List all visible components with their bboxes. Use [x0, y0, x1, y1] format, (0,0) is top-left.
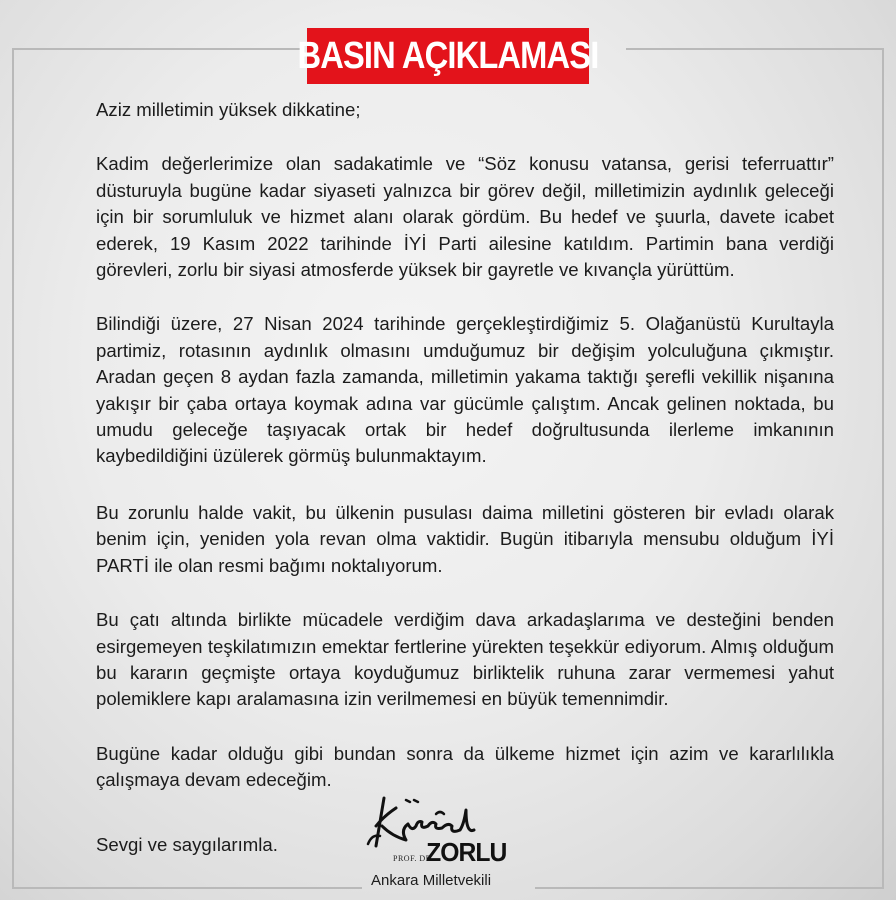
- frame-right-line: [882, 48, 884, 888]
- closing-text: Sevgi ve saygılarımla.: [96, 834, 278, 855]
- paragraph-4: Bu çatı altında birlikte mücadele verdiğim dava arkadaşlarıma ve desteğini benden esirgemeyen teşkilatımızın emektar fertlerine yürekten teşekkür ediyorum. Almış olduğum bu kararın geçmişte ortaya koyduğumuz birliktelik ruhuna zarar vermemesi yahut polemiklere kapı aralamasına izin verilmemesi en büyük temennimdir.: [96, 609, 834, 710]
- frame-top-right-line: [626, 48, 884, 50]
- frame-bottom-left-line: [12, 887, 362, 889]
- greeting: Aziz milletimin yüksek dikkatine;: [96, 99, 361, 120]
- letter-body: [96, 88, 834, 822]
- header-banner: [297, 28, 599, 84]
- paragraph-1: Kadim değerlerimize olan sadakatimle ve “Söz konusu vatansa, gerisi teferruattır” düsturuyla bugüne kadar siyaseti yalnızca bir görev değil, milletimizin aydınlık geleceği için bir sorumluluk ve hizmet alanı olarak gördüm. Bu hedef ve şuurla, davete icabet ederek, 19 Kasım 2022 tarihinde İYİ Parti ailesine katıldım. Partimin bana verdiği görevleri, zorlu bir siyasi atmosferde yüksek bir gayretle ve kıvançla yürüttüm.: [96, 153, 834, 281]
- frame-left-line: [12, 48, 14, 888]
- signature-surname: ZORLU: [426, 837, 507, 867]
- paragraph-5: Bugüne kadar olduğu gibi bundan sonra da ülkeme hizmet için azim ve kararlılıkla çalışmaya devam edeceğim.: [96, 742, 834, 791]
- paragraph-3: Bu zorunlu halde vakit, bu ülkenin pusulası daima milletini gösteren bir evladı olarak benim için, yeniden yola revan olma vaktidir. Bugün itibarıyla mensubu olduğum İYİ PARTİ ile olan resmi bağımı noktalıyorum.: [96, 501, 834, 576]
- signature-block: [362, 790, 536, 900]
- signature-title: PROF. DR.: [393, 854, 434, 863]
- signature-role: Ankara Milletvekili: [371, 872, 492, 889]
- page-title: BASIN AÇIKLAMASI: [297, 34, 599, 77]
- paragraph-2: Bilindiği üzere, 27 Nisan 2024 tarihinde gerçekleştirdiğimiz 5. Olağanüstü Kurultayla partimiz, rotasının aydınlık olmasını umduğumuz bir değişim yolculuğuna çıkmıştır. Aradan geçen 8 aydan fazla zamanda, milletimin yakama taktığı şerefli vekillik nişanına yakışır bir çaba ortaya koymak adına var gücümle çalıştım. Ancak gelinen noktada, bu umudu geleceğe taşıyacak ortak bir hedef doğrultusunda ilerleme imkanının kaybedildiğini üzülerek görmüş bulunmaktayım.: [96, 313, 834, 467]
- frame-top-left-line: [12, 48, 302, 50]
- frame-bottom-right-line: [535, 887, 884, 889]
